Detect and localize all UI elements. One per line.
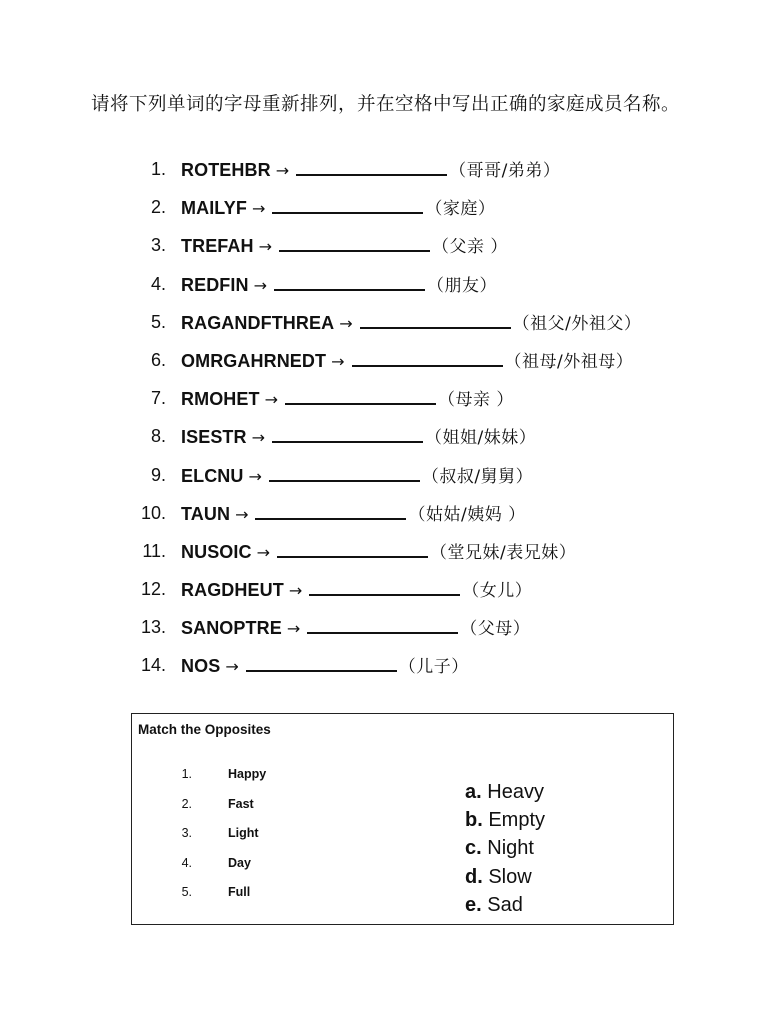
answer-blank[interactable] (277, 536, 428, 558)
scrambled-word: RAGDHEUT (181, 580, 284, 601)
instructions-text: 请将下列单词的字母重新排列，并在空格中写出正确的家庭成员名称。 (91, 94, 681, 115)
item-number: 3. (150, 235, 166, 256)
item-number: 12. (140, 579, 166, 600)
match-left-word: Full (228, 885, 251, 900)
list-item (0, 574, 768, 612)
match-right-item (465, 863, 545, 891)
match-left-word: Light (228, 826, 259, 841)
answer-blank[interactable] (269, 460, 420, 482)
list-item (0, 498, 768, 536)
list-item (0, 536, 768, 574)
match-right-letter: e. (465, 893, 482, 916)
match-right-word: Sad (487, 893, 523, 916)
match-left-number: 1. (181, 767, 192, 781)
chinese-hint: （父亲 ） (432, 237, 508, 258)
chinese-hint: （朋友） (427, 275, 498, 296)
arrow-icon: → (225, 657, 239, 677)
item-number: 8. (150, 426, 166, 447)
chinese-hint: （堂兄妹/表兄妹） (430, 542, 577, 563)
list-item (0, 612, 768, 650)
scrambled-word: ISESTR (181, 427, 247, 448)
list-item (0, 345, 768, 383)
match-left-number: 4. (181, 855, 192, 870)
match-right-item (465, 834, 545, 862)
list-item (0, 269, 768, 307)
match-right-item (465, 778, 545, 806)
list-item (0, 230, 768, 268)
match-right-word: Night (487, 837, 534, 860)
scrambled-word: REDFIN (181, 274, 249, 295)
match-right-item (465, 806, 545, 834)
match-right-list (465, 778, 545, 919)
item-number: 2. (150, 197, 166, 218)
match-right-letter: c. (465, 837, 482, 860)
chinese-hint: （哥哥/弟弟） (449, 161, 561, 181)
answer-blank[interactable] (272, 421, 423, 443)
match-right-letter: a. (465, 781, 482, 803)
chinese-hint: （姑姑/姨妈 ） (408, 504, 526, 525)
answer-blank[interactable] (309, 574, 460, 596)
arrow-icon: → (288, 581, 303, 601)
scrambled-word: SANOPTRE (181, 618, 282, 639)
answer-blank[interactable] (285, 383, 436, 405)
match-right-letter: b. (465, 809, 483, 832)
match-left-word: Happy (228, 767, 267, 781)
scrambled-word: OMRGAHRNEDT (181, 350, 327, 371)
answer-blank[interactable] (307, 612, 458, 634)
answer-blank[interactable] (246, 650, 397, 672)
list-item (0, 154, 768, 192)
list-item (0, 421, 768, 459)
item-number: 1. (150, 159, 166, 179)
scrambled-word: NUSOIC (181, 541, 252, 562)
match-box-title: Match the Opposites (138, 722, 271, 737)
scrambled-word: ELCNU (181, 465, 244, 486)
answer-blank[interactable] (272, 192, 423, 214)
arrow-icon: → (286, 619, 301, 639)
list-item (0, 460, 768, 498)
arrow-icon: → (251, 428, 266, 448)
scrambled-word: RMOHET (181, 389, 260, 410)
arrow-icon: → (339, 313, 353, 333)
match-left-word: Fast (228, 796, 254, 811)
item-number: 10. (140, 502, 166, 523)
answer-blank[interactable] (255, 498, 406, 520)
list-item (0, 650, 768, 688)
item-number: 6. (150, 349, 166, 370)
unscramble-list (0, 154, 768, 689)
arrow-icon: → (275, 161, 290, 180)
item-number: 4. (150, 273, 166, 294)
list-item (0, 192, 768, 230)
scrambled-word: NOS (181, 656, 221, 677)
scrambled-word: MAILYF (181, 198, 247, 219)
scrambled-word: TAUN (181, 503, 231, 524)
answer-blank[interactable] (360, 307, 511, 329)
match-right-item (465, 891, 545, 919)
scrambled-word: TREFAH (181, 236, 254, 257)
match-right-word: Empty (488, 809, 546, 832)
match-right-word: Slow (488, 865, 532, 888)
match-left-number: 2. (181, 796, 192, 811)
arrow-icon: → (258, 237, 273, 257)
arrow-icon: → (331, 351, 345, 371)
match-left-word: Day (228, 855, 251, 870)
arrow-icon: → (253, 275, 268, 295)
chinese-hint: （母亲 ） (438, 390, 514, 411)
answer-blank[interactable] (352, 345, 503, 367)
match-right-word: Heavy (487, 781, 544, 803)
chinese-hint: （姐姐/妹妹） (425, 428, 537, 449)
item-number: 13. (140, 617, 166, 638)
chinese-hint: （叔叔/舅舅） (421, 466, 534, 487)
answer-blank[interactable] (274, 269, 425, 291)
list-item (0, 307, 768, 345)
answer-blank[interactable] (279, 230, 430, 252)
answer-blank[interactable] (296, 154, 447, 176)
match-opposites-box (131, 713, 674, 925)
list-item (0, 383, 768, 421)
scrambled-word: ROTEHBR (181, 160, 271, 180)
arrow-icon: → (251, 199, 266, 219)
chinese-hint: （祖母/外祖母） (504, 351, 634, 372)
chinese-hint: （儿子） (398, 657, 469, 678)
arrow-icon: → (256, 542, 271, 562)
chinese-hint: （家庭） (425, 199, 496, 220)
arrow-icon: → (248, 466, 262, 486)
match-left-number: 5. (181, 885, 192, 900)
chinese-hint: （父母） (460, 619, 531, 640)
chinese-hint: （祖父/外祖父） (512, 313, 642, 334)
arrow-icon: → (235, 504, 249, 524)
chinese-hint: （女儿） (462, 581, 533, 602)
item-number: 9. (150, 464, 166, 485)
item-number: 7. (150, 388, 166, 409)
item-number: 11. (142, 540, 166, 561)
match-right-letter: d. (465, 865, 483, 888)
item-number: 14. (140, 655, 166, 676)
item-number: 5. (150, 311, 166, 332)
match-left-number: 3. (181, 826, 192, 841)
scrambled-word: RAGANDFTHREA (181, 312, 335, 333)
arrow-icon: → (264, 390, 279, 410)
